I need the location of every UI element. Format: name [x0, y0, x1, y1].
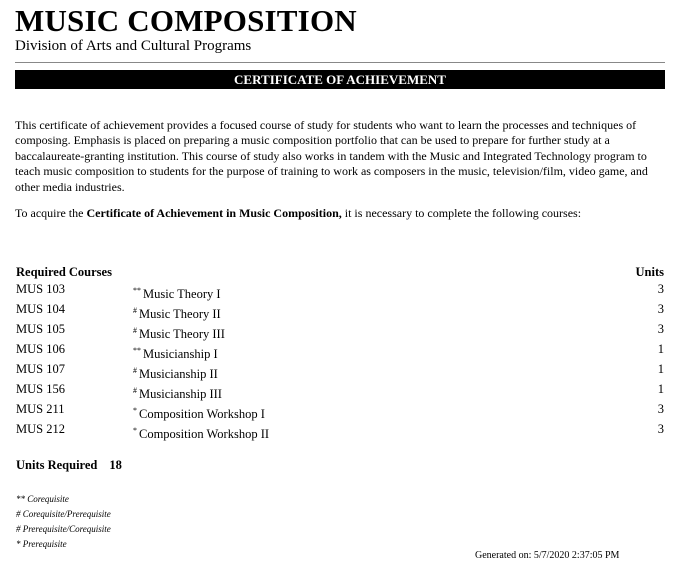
units-required-value: 18: [109, 458, 122, 472]
legend-item: ** Corequisite: [16, 494, 69, 504]
course-name: [133, 421, 269, 444]
course-units: 3: [657, 302, 664, 316]
course-units: 1: [657, 382, 664, 396]
units-required-label: Units Required: [16, 458, 98, 472]
courses-header: [16, 265, 664, 279]
course-units: 3: [657, 402, 664, 416]
acquire-suffix: it is necessary to complete the following courses:: [341, 206, 582, 220]
table-row: [16, 299, 664, 319]
units-required: [16, 458, 122, 473]
table-row: [16, 359, 664, 379]
course-title: Music Theory I: [143, 287, 221, 301]
table-row: [16, 399, 664, 419]
course-footnote-mark: #: [133, 366, 137, 375]
course-title: Music Theory II: [139, 307, 221, 321]
division-subtitle: Division of Arts and Cultural Programs: [15, 38, 252, 54]
course-code: MUS 212: [16, 422, 65, 436]
legend-item: # Corequisite/Prerequisite: [16, 509, 111, 519]
units-column-label: Units: [635, 265, 664, 279]
course-footnote-mark: #: [133, 326, 137, 335]
table-row: [16, 379, 664, 399]
course-units: 3: [657, 282, 664, 296]
course-code: MUS 103: [16, 282, 65, 296]
acquire-certificate-name: Certificate of Achievement in Music Composition,: [86, 206, 342, 220]
footnote-legend: [16, 492, 111, 552]
course-footnote-mark: *: [133, 406, 137, 415]
acquire-prefix: To acquire the: [15, 206, 87, 220]
course-title: Musicianship I: [143, 347, 218, 361]
table-row: [16, 319, 664, 339]
course-code: MUS 104: [16, 302, 65, 316]
page-title: MUSIC COMPOSITION: [15, 3, 357, 38]
required-courses-table: [16, 265, 664, 439]
course-code: MUS 107: [16, 362, 65, 376]
course-footnote-mark: **: [133, 286, 141, 295]
acquire-statement: [15, 206, 665, 221]
generated-timestamp: Generated on: 5/7/2020 2:37:05 PM: [475, 550, 620, 561]
course-rows: [16, 279, 664, 439]
header-divider: [15, 62, 665, 63]
table-row: [16, 339, 664, 359]
course-footnote-mark: *: [133, 426, 137, 435]
legend-item: * Prerequisite: [16, 539, 67, 549]
course-footnote-mark: #: [133, 386, 137, 395]
course-title: Composition Workshop II: [139, 427, 270, 441]
certificate-banner: CERTIFICATE OF ACHIEVEMENT: [15, 70, 665, 89]
course-units: 1: [657, 362, 664, 376]
course-units: 1: [657, 342, 664, 356]
course-code: MUS 156: [16, 382, 65, 396]
required-courses-label: Required Courses: [16, 265, 112, 279]
table-row: [16, 279, 664, 299]
course-title: Music Theory III: [139, 327, 225, 341]
course-title: Musicianship III: [139, 387, 222, 401]
legend-item: # Prerequisite/Corequisite: [16, 524, 111, 534]
program-description: This certificate of achievement provides a focused course of study for students who want to learn the processes and techniques of composing. Emphasis is placed on preparing a music composition portfolio that can be used to prepare for further study at a baccalaureate-granting institution. This course of study also works in tandem with the Music and Integrated Technology program to teach music composition to students for the purpose of training to work as composers in the music, television/film, video game, and other media industries.: [15, 118, 648, 194]
course-footnote-mark: **: [133, 346, 141, 355]
course-code: MUS 211: [16, 402, 65, 416]
table-row: [16, 419, 664, 439]
course-title: Musicianship II: [139, 367, 218, 381]
course-units: 3: [657, 422, 664, 436]
course-title: Composition Workshop I: [139, 407, 265, 421]
course-code: MUS 105: [16, 322, 65, 336]
course-footnote-mark: #: [133, 306, 137, 315]
course-units: 3: [657, 322, 664, 336]
course-code: MUS 106: [16, 342, 65, 356]
